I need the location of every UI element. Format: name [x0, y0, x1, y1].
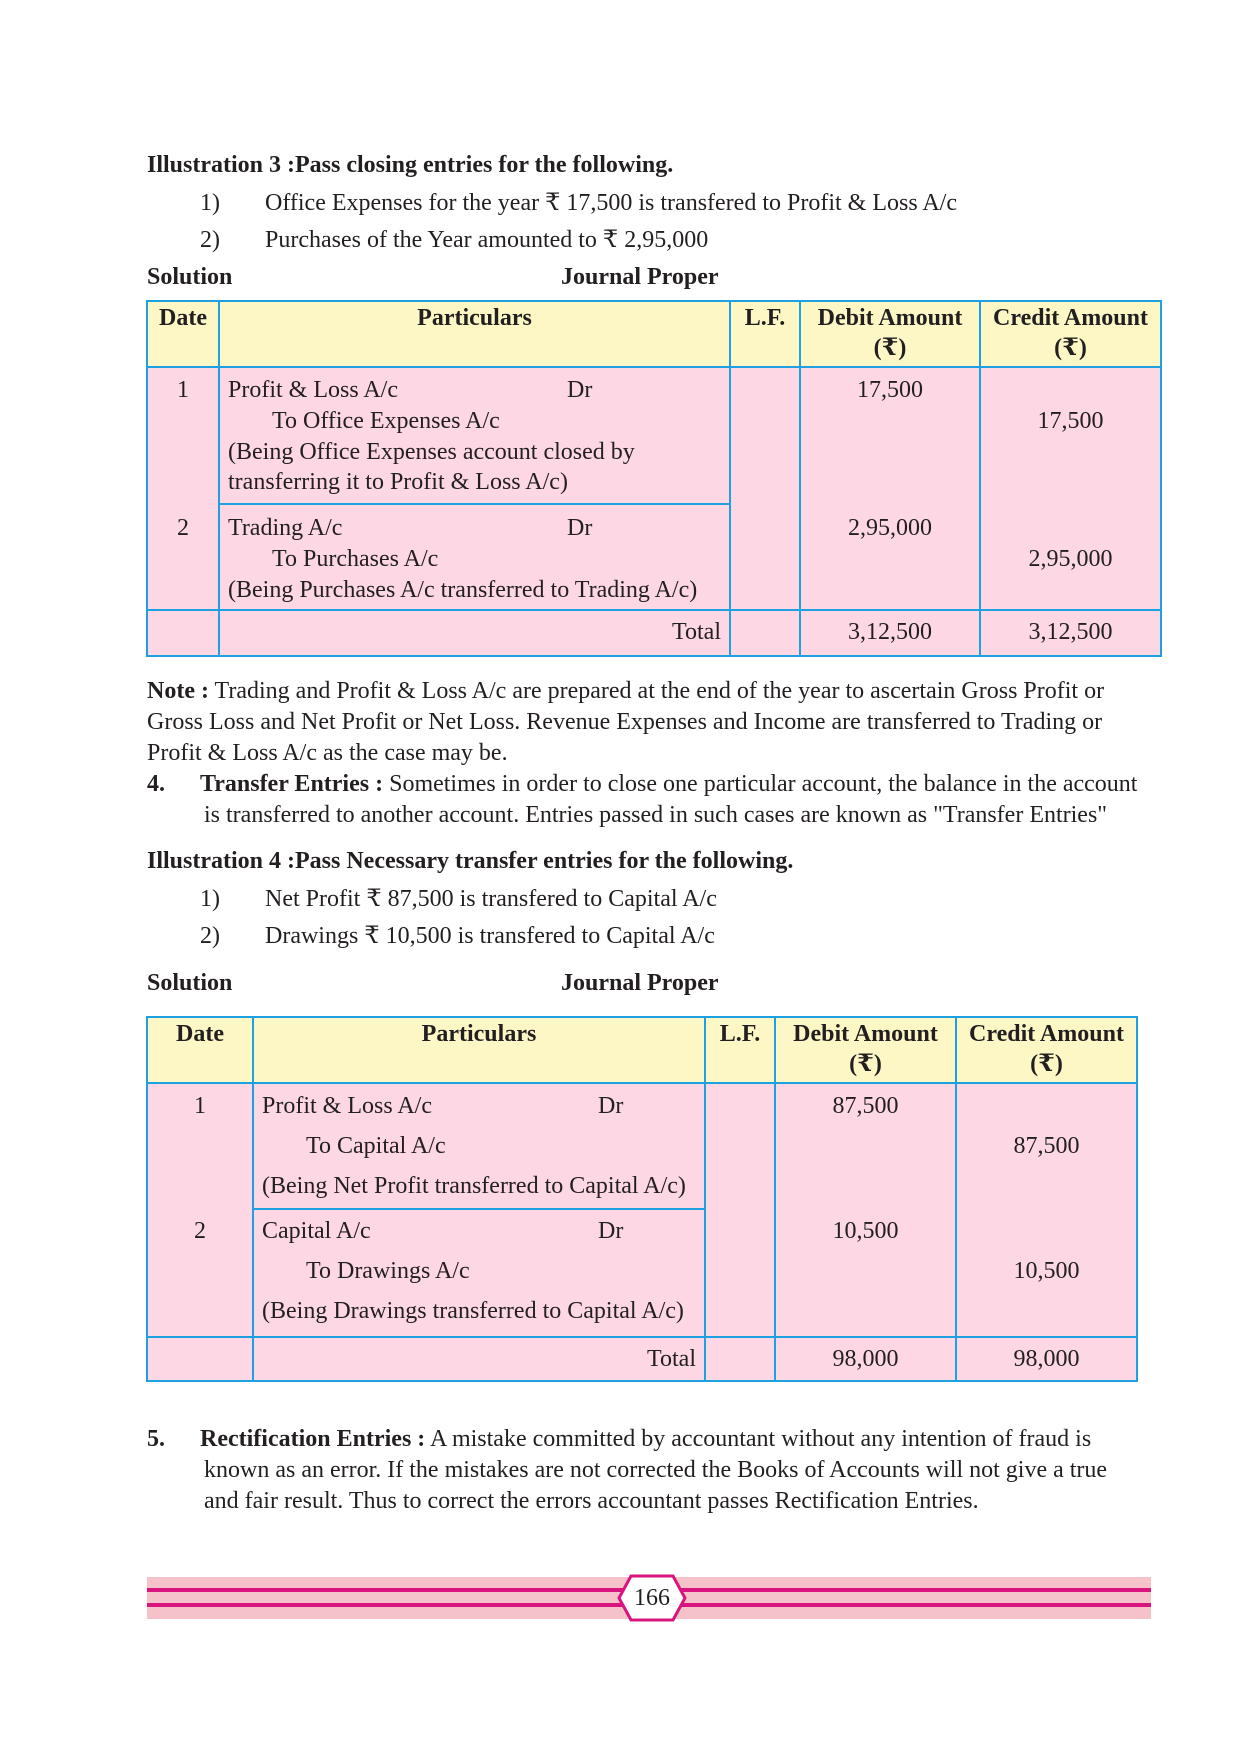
table-header-row [147, 1017, 1137, 1083]
entry-date: 2 [177, 515, 189, 541]
credit-cell [956, 1083, 1137, 1337]
total-credit: 98,000 [956, 1337, 1137, 1381]
credit-account: To Purchases A/c [272, 546, 439, 572]
solution-label: Solution [147, 264, 233, 290]
credit-amount: 2,95,000 [1028, 546, 1113, 572]
header-rupee: (₹) [1030, 1051, 1063, 1077]
header-debit [800, 301, 980, 367]
illustration-3-item-text: Purchases of the Year amounted to ₹ 2,95,000 [265, 227, 709, 253]
illustration-4-heading: Illustration 4 :Pass Necessary transfer entries for the following. [147, 848, 794, 874]
illustration-3-item-text: Office Expenses for the year ₹ 17,500 is transfered to Profit & Loss A/c [265, 190, 957, 216]
dr-marker: Dr [567, 377, 593, 403]
total-date-cell [147, 1337, 253, 1381]
table-total-row [147, 1337, 1137, 1381]
debit-account: Trading A/c [228, 515, 343, 541]
header-rupee: (₹) [873, 335, 907, 361]
header-credit [980, 301, 1161, 367]
table-body-row [147, 1083, 1137, 1337]
debit-cell [800, 367, 980, 610]
header-debit [775, 1017, 956, 1083]
header-date: Date [147, 1017, 253, 1083]
entry-date: 1 [194, 1093, 206, 1119]
section-4-number: 4. [147, 771, 165, 797]
section-5-label: Rectification Entries : [200, 1426, 426, 1452]
debit-amount: 87,500 [832, 1093, 899, 1119]
note-paragraph-line: Gross Loss and Net Profit or Net Loss. Revenue Expenses and Income are transferred to Trading or [147, 709, 1103, 735]
total-debit: 3,12,500 [800, 610, 980, 656]
narration: (Being Net Profit transferred to Capital A/c) [262, 1173, 686, 1199]
entry-separator [254, 1208, 704, 1210]
header-particulars: Particulars [219, 301, 730, 367]
table-body-row [147, 367, 1161, 610]
header-credit [956, 1017, 1137, 1083]
table-header-row [147, 301, 1161, 367]
note-label: Note : [147, 678, 209, 704]
illustration-3-item-number: 2) [200, 227, 220, 253]
section-5-line [200, 1424, 1091, 1455]
credit-account: To Capital A/c [306, 1133, 446, 1159]
dr-marker: Dr [598, 1093, 624, 1119]
entry-separator [220, 503, 729, 505]
header-rupee: (₹) [1054, 335, 1087, 361]
particulars-cell [219, 367, 730, 610]
debit-amount: 17,500 [857, 377, 923, 403]
note-paragraph-line [147, 676, 1104, 707]
header-debit-label: Debit Amount [793, 1021, 938, 1047]
total-label: Total [219, 610, 730, 656]
illustration-3-heading: Illustration 3 :Pass closing entries for the following. [147, 152, 674, 178]
total-lf-cell [730, 610, 800, 656]
header-lf: L.F. [730, 301, 800, 367]
credit-account: To Office Expenses A/c [272, 408, 500, 434]
entry-date: 1 [177, 377, 189, 403]
section-5-line: known as an error. If the mistakes are not corrected the Books of Accounts will not give a true [204, 1457, 1108, 1483]
section-4-line: is transferred to another account. Entries passed in such cases are known as "Transfer Entries" [204, 802, 1108, 828]
dr-marker: Dr [598, 1218, 624, 1244]
page-number: 166 [634, 1584, 670, 1611]
note-text: Trading and Profit & Loss A/c are prepared at the end of the year to ascertain Gross Profit or [208, 678, 1105, 704]
particulars-cell [253, 1083, 705, 1337]
debit-amount: 2,95,000 [848, 515, 932, 541]
narration: transferring it to Profit & Loss A/c) [228, 469, 568, 495]
header-particulars: Particulars [253, 1017, 705, 1083]
lf-cell [705, 1083, 775, 1337]
header-debit-label: Debit Amount [817, 305, 963, 331]
entry-date: 2 [194, 1218, 206, 1244]
debit-cell [775, 1083, 956, 1337]
total-date-cell [147, 610, 219, 656]
illustration-4-item-text: Net Profit ₹ 87,500 is transfered to Capital A/c [265, 886, 717, 912]
journal-title: Journal Proper [561, 264, 719, 290]
credit-amount: 17,500 [1037, 408, 1104, 434]
journal-title: Journal Proper [561, 970, 719, 996]
date-cell [147, 1083, 253, 1337]
debit-account: Profit & Loss A/c [262, 1093, 433, 1119]
journal-table-illustration-4 [146, 1016, 1138, 1382]
section-4-line [200, 769, 1137, 800]
header-lf: L.F. [705, 1017, 775, 1083]
credit-account: To Drawings A/c [306, 1258, 470, 1284]
total-credit: 3,12,500 [980, 610, 1161, 656]
section-5-text: A mistake committed by accountant without any intention of fraud is [425, 1426, 1092, 1452]
narration: (Being Drawings transferred to Capital A/c) [262, 1298, 684, 1324]
header-date: Date [147, 301, 219, 367]
debit-amount: 10,500 [832, 1218, 899, 1244]
section-5-line: and fair result. Thus to correct the errors accountant passes Rectification Entries. [204, 1488, 979, 1514]
note-paragraph-line: Profit & Loss A/c as the case may be. [147, 740, 508, 766]
illustration-3-item-number: 1) [200, 190, 220, 216]
narration: (Being Office Expenses account closed by [228, 439, 635, 465]
dr-marker: Dr [567, 515, 593, 541]
illustration-4-item-number: 2) [200, 923, 220, 949]
narration: (Being Purchases A/c transferred to Trading A/c) [228, 577, 698, 603]
journal-table-illustration-3 [146, 300, 1162, 657]
solution-label: Solution [147, 970, 233, 996]
section-5-number: 5. [147, 1426, 165, 1452]
table-total-row [147, 610, 1161, 656]
header-credit-label: Credit Amount [993, 305, 1148, 331]
header-credit-label: Credit Amount [969, 1021, 1124, 1047]
lf-cell [730, 367, 800, 610]
section-4-label: Transfer Entries : [200, 771, 384, 797]
total-debit: 98,000 [775, 1337, 956, 1381]
credit-amount: 10,500 [1013, 1258, 1080, 1284]
debit-account: Profit & Loss A/c [228, 377, 399, 403]
date-cell [147, 367, 219, 610]
total-lf-cell [705, 1337, 775, 1381]
total-label: Total [253, 1337, 705, 1381]
illustration-4-item-number: 1) [200, 886, 220, 912]
header-rupee: (₹) [849, 1051, 882, 1077]
illustration-4-item-text: Drawings ₹ 10,500 is transfered to Capital A/c [265, 923, 715, 949]
debit-account: Capital A/c [262, 1218, 371, 1244]
credit-amount: 87,500 [1013, 1133, 1080, 1159]
section-4-text: Sometimes in order to close one particular account, the balance in the account [383, 771, 1138, 797]
credit-cell [980, 367, 1161, 610]
